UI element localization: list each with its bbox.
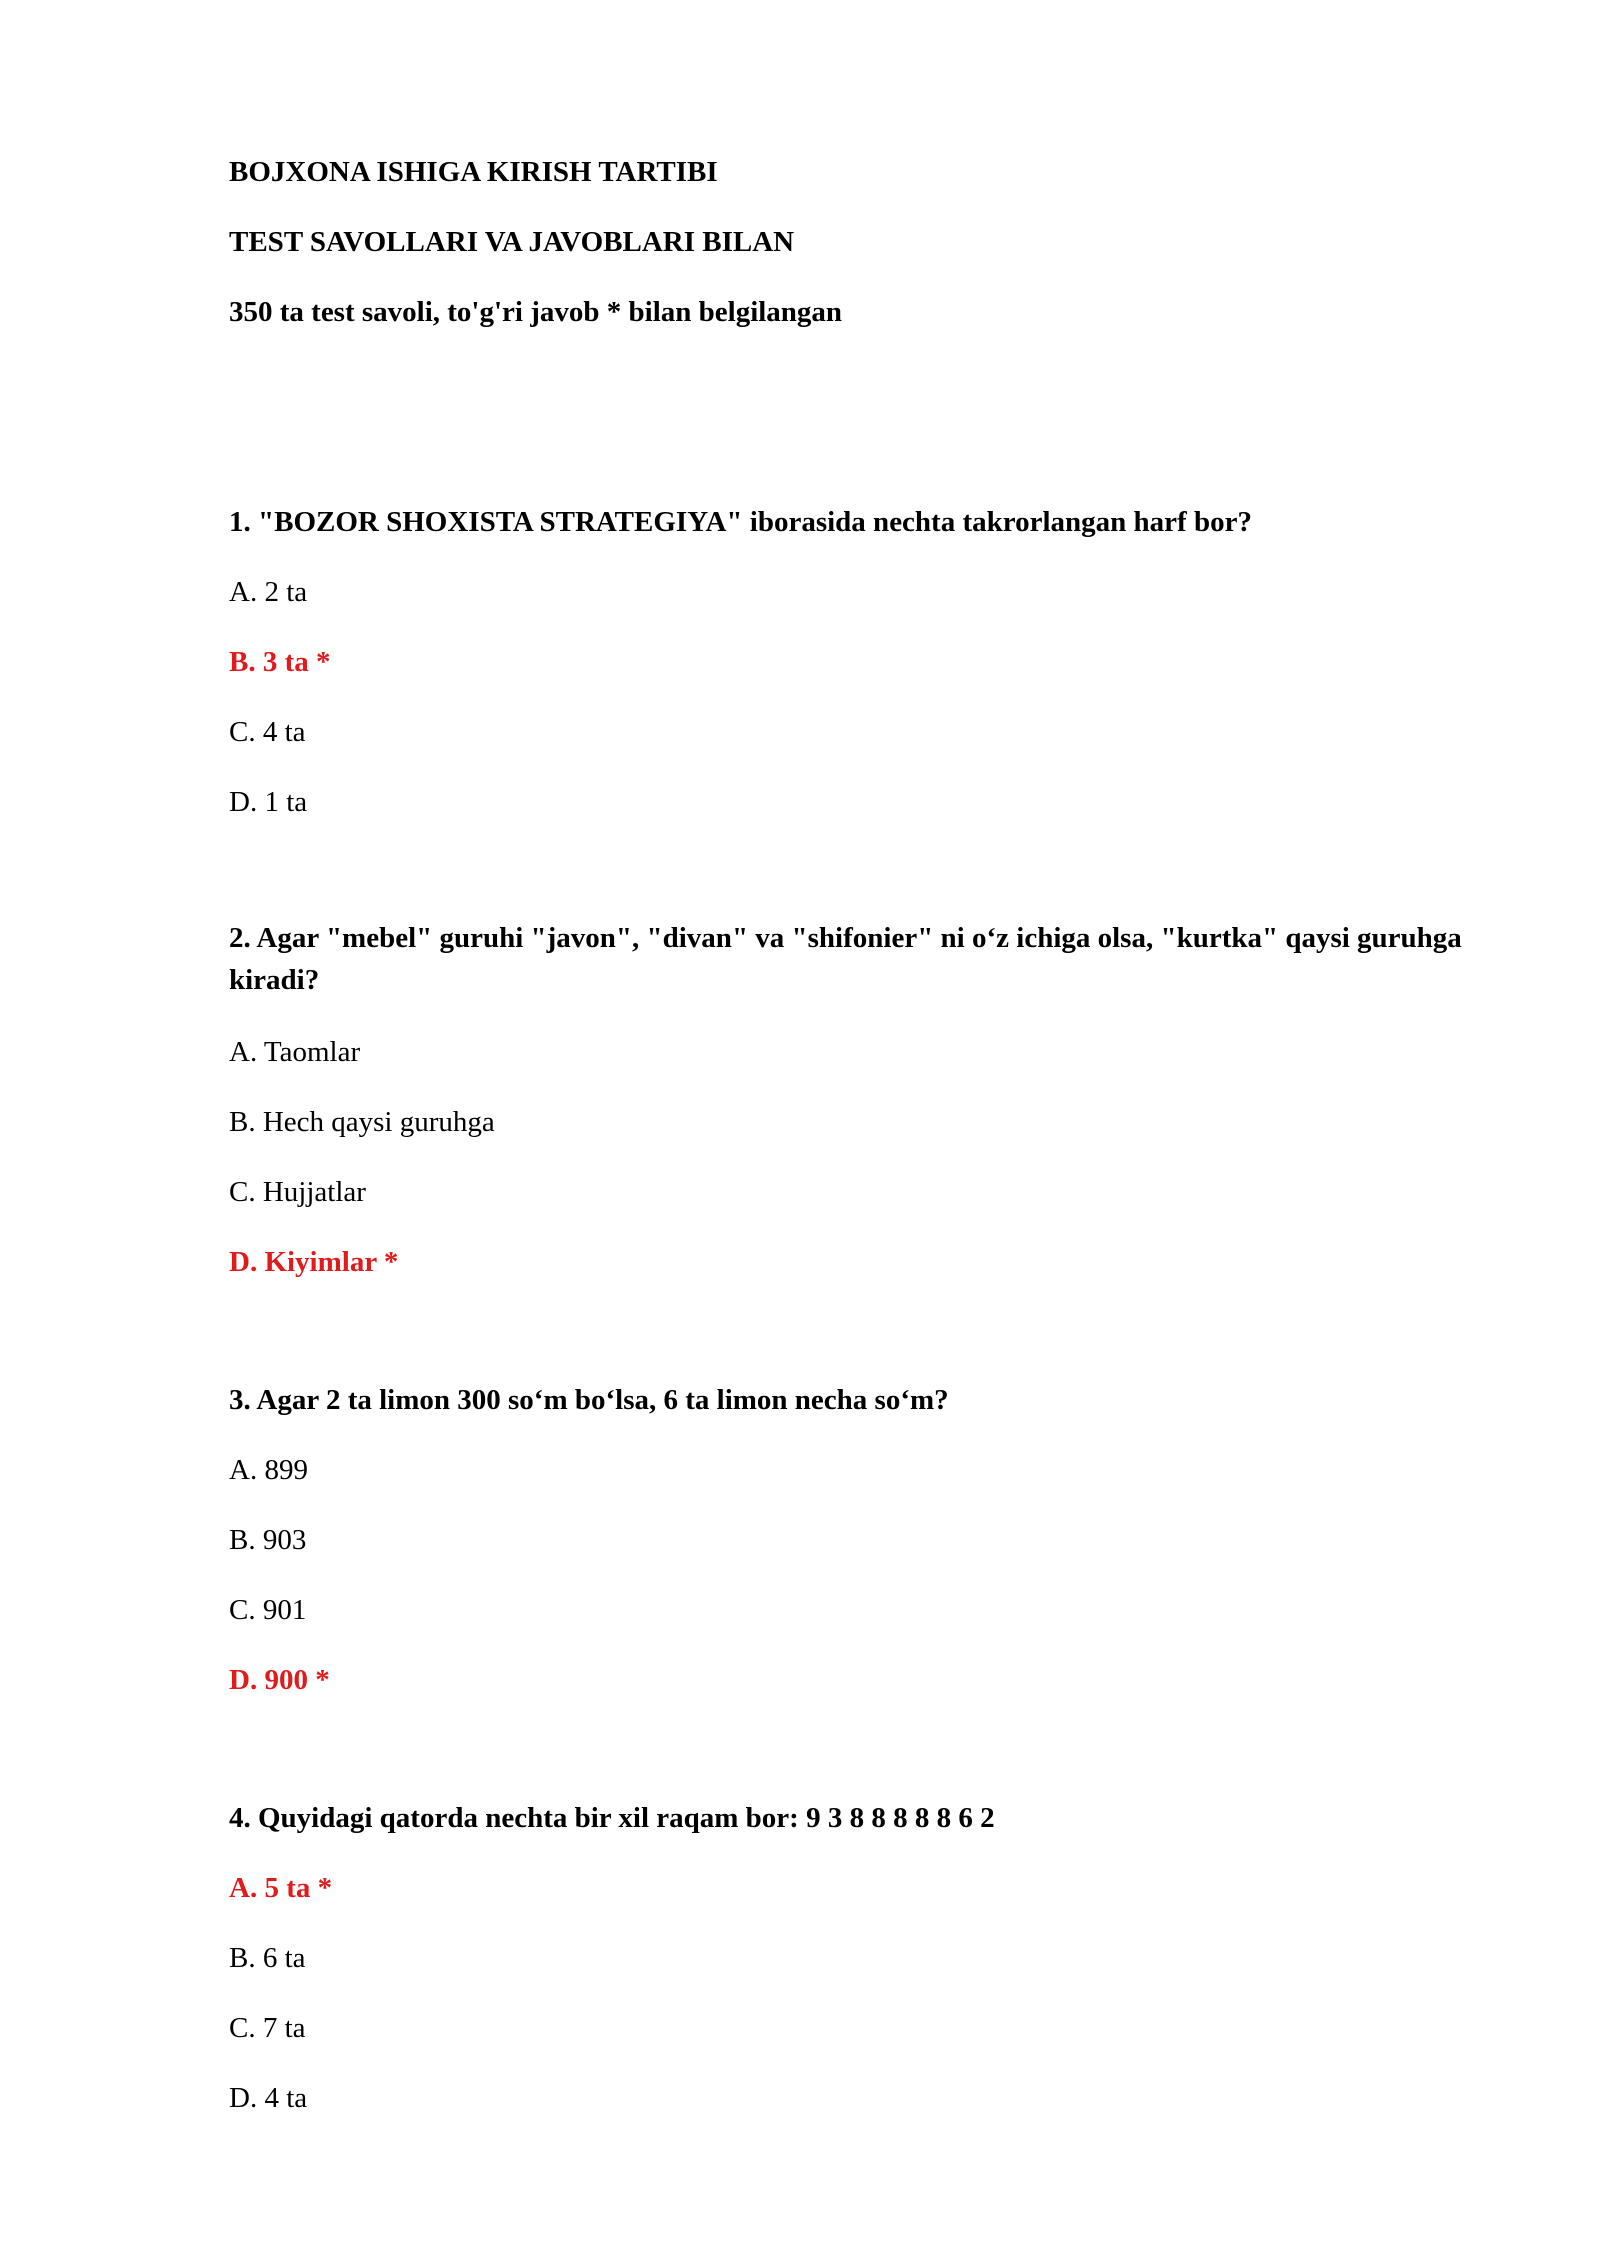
document-title: BOJXONA ISHIGA KIRISH TARTIBI	[229, 156, 718, 188]
question-4-option-a-correct: A. 5 ta *	[229, 1872, 333, 1904]
question-1-text: 1. "BOZOR SHOXISTA STRATEGIYA" iborasida nechta takrorlangan harf bor?	[229, 506, 1252, 538]
question-2-text: 2. Agar "mebel" guruhi "javon", "divan" va "shifonier" ni o‘z ichiga olsa, "kurtka" qaysi guruhga kiradi?	[229, 922, 1462, 996]
question-3-option-d-correct: D. 900 *	[229, 1664, 330, 1696]
question-1-option-c: C. 4 ta	[229, 716, 306, 748]
document-note: 350 ta test savoli, to'g'ri javob * bilan belgilangan	[229, 296, 843, 328]
question-3-text: 3. Agar 2 ta limon 300 so‘m bo‘lsa, 6 ta limon necha so‘m?	[229, 1384, 949, 1416]
question-4-text: 4. Quyidagi qatorda nechta bir xil raqam bor: 9 3 8 8 8 8 8 6 2	[229, 1802, 995, 1834]
question-3-option-a: A. 899	[229, 1454, 308, 1486]
question-3-option-b: B. 903	[229, 1524, 307, 1556]
question-1-option-b-correct: B. 3 ta *	[229, 646, 331, 678]
question-4-option-d: D. 4 ta	[229, 2082, 308, 2114]
question-3-option-c: C. 901	[229, 1594, 307, 1626]
question-2-option-a: A. Taomlar	[229, 1036, 361, 1068]
question-2-option-c: C. Hujjatlar	[229, 1176, 366, 1208]
question-1-option-d: D. 1 ta	[229, 786, 308, 818]
question-2-option-b: B. Hech qaysi guruhga	[229, 1106, 495, 1138]
question-1-option-a: A. 2 ta	[229, 576, 308, 608]
question-4-option-b: B. 6 ta	[229, 1942, 306, 1974]
document-subtitle: TEST SAVOLLARI VA JAVOBLARI BILAN	[229, 226, 795, 258]
question-4-option-c: C. 7 ta	[229, 2012, 306, 2044]
question-2-option-d-correct: D. Kiyimlar *	[229, 1246, 399, 1278]
